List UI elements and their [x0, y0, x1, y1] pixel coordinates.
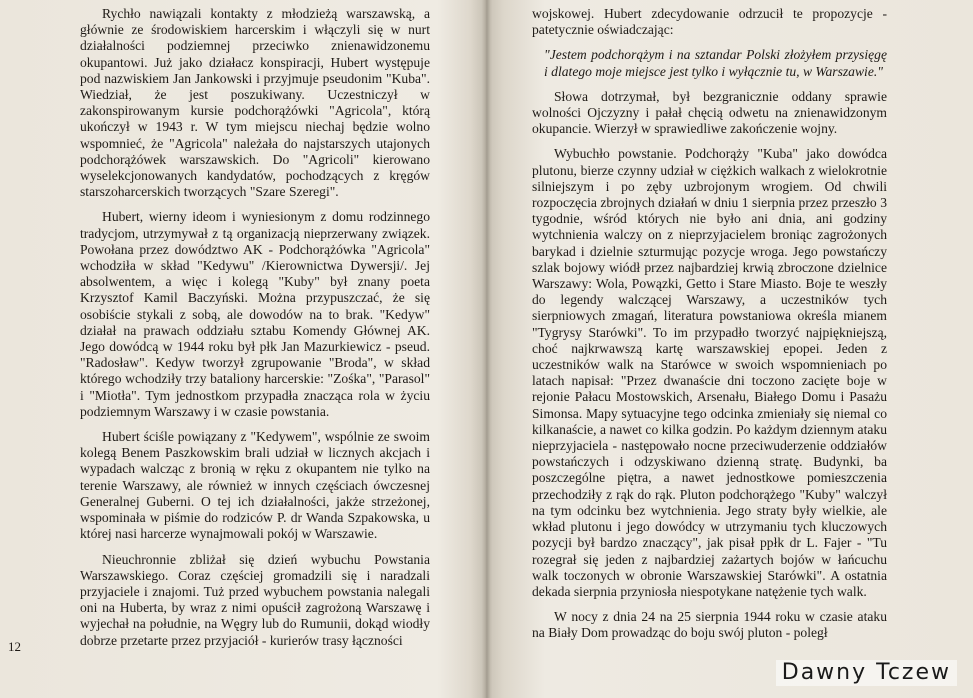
right-paragraph: Słowa dotrzymał, był bezgranicznie oddany sprawie wolności Ojczyzny i pałał chęcią odwetu na znienawidzonym okupancie. Wierzył w sprawiedliwe zakończenie wojny. — [532, 88, 887, 137]
left-paragraph: Hubert, wierny ideom i wyniesionym z domu rodzinnego tradycjom, utrzymywał z tą organizacją nieprzerwany związek. Powołana przez dowództwo AK - Podchorążówka "Agricola" wchodziła w skład "Kedywu" /Kierownictwa Dywersji/. Jej absolwentem, a więc i kolegą "Kuby" był znany poeta Krzysztof Kamil Baczyński. Można przypuszczać, że się osobiście stykali z sobą, ale dowodów na to brak. "Kedyw" działał na prawach oddziału sztabu Komendy Głównej AK. Jego dowódcą w 1944 roku był płk Jan Mazurkiewicz - pseud. "Radosław". Kedyw tworzył zgrupowanie "Broda", w skład którego wchodziły trzy bataliony harcerskie: "Zośka", "Parasol" i "Miotła". Tym jednostkom przypadła znacząca rola w życiu podziemnym Warszawy i w czasie powstania. — [80, 209, 430, 419]
left-page-text-column — [80, 6, 430, 658]
right-paragraph: W nocy z dnia 24 na 25 sierpnia 1944 roku w czasie ataku na Biały Dom prowadząc do boju swój pluton - poległ — [532, 609, 887, 641]
left-page — [0, 0, 486, 698]
right-page-text-column — [532, 6, 887, 651]
right-page — [487, 0, 973, 698]
left-paragraph: Rychło nawiązali kontakty z młodzieżą warszawską, a głównie ze środowiskiem harcerskim i włączyli się w nurt działalności podziemnej przeciwko znienawidzonemu okupantowi. Już jako działacz konspiracji, Hubert występuje pod nazwiskiem Jan Jankowski i przyjmuje pseudonim "Kuba". Wiedział, że jest poszukiwany. Uczestniczył w zakonspirowanym kursie podchorążówki "Agricola", którą ukończył w 1943 r. W tym miejscu niechaj będzie wolno wspomnieć, że "Agricola" należała do najstarszych utajonych podchorążówek warszawskich. Do "Agricoli" kierowano wyselekcjonowanych kandydatów, pochodzących z kręgów starszoharcerskich tworzących "Szare Szeregi". — [80, 6, 430, 200]
right-paragraph: Wybuchło powstanie. Podchorąży "Kuba" jako dowódca plutonu, bierze czynny udział w ciężkich walkach z wielokrotnie silniejszym i po zęby uzbrojonym wrogiem. Od chwili rozpoczęcia zbrojnych działań w dniu 1 sierpnia przez przeszło 3 tygodnie, wśród których nie było ani dnia, ani godziny wytchnienia walczy on z nieprzyjacielem broniąc zagrożonych barykad i dzielnie szturmując pozycje wroga. Jego powstańczy szlak bojowy wiódł przez najbardziej krwią zbroczone dzielnice Warszawy: Wola, Powązki, Getto i Stare Miasto. Boje te weszły do legendy walczącej Warszawy, a uczestników tych sierpniowych zmagań, literatura powstaniowa określa mianem "Tygrysy Starówki". To im przypadło tworzyć najpiękniejszą, choć najkrwawszą kartę warszawskiej epopei. Jeden z uczestników walk na Starówce w swoich wspomnieniach po latach napisał: "Przez dwanaście dni toczono zacięte boje w rejonie Pałacu Mostowskich, Arsenału, Białego Domu i Pasażu Simonsa. Mapy sytuacyjne tego odcinka zmieniały się niemal co kilkanaście, a nawet co kilka godzin. Po każdym dziennym ataku nieprzyjaciela - następowało nocne przeciwuderzenie oddziałów powstańczych i odzyskiwano dzienną stratę. Budynki, ba poszczególne piętra, a nawet jednostkowe pomieszczenia przechodziły z rąk do rąk. Pluton podchorążego "Kuby" walczył na tym odcinku bez wytchnienia. Jego straty były wielkie, ale wkład plutonu i jego dowódcy w utrzymaniu tych kluczowych pozycji był bardzo znaczący", jak pisał ppłk dr L. Fajer - "Tu rozegrał się jeden z najbardziej zażartych bojów w łańcuchu walk toczonych w obronie Warszawskiej Starówki". A ostatnia dekada sierpnia przyniosła niespotykane natężenie tych walk. — [532, 146, 887, 599]
quotation: "Jestem podchorążym i na sztandar Polski złożyłem przysięgę i dlatego moje miejsce jest tylko i wyłącznie tu, w Warszawie." — [544, 47, 887, 79]
right-paragraph-continuation: wojskowej. Hubert zdecydowanie odrzucił te propozycje - patetycznie oświadczając: — [532, 6, 887, 38]
watermark-logo: Dawny Tczew — [776, 660, 957, 686]
page-number: 12 — [8, 639, 21, 654]
left-paragraph: Nieuchronnie zbliżał się dzień wybuchu Powstania Warszawskiego. Coraz częściej gromadzili się i naradzali przyjaciele i znajomi. Tuż przed wybuchem powstania nalegali oni na Huberta, by wraz z nimi opuścił zagrożoną Warszawę i wyjechał na południe, na Węgry lub do Rumunii, dokąd wiodły dobrze przetarte przez przyjaciół - kurierów trasy łączności — [80, 551, 430, 648]
left-paragraph: Hubert ściśle powiązany z "Kedywem", wspólnie ze swoim kolegą Benem Paszkowskim brali udział w licznych akcjach i wypadach walcząc z bronią w ręku z okupantem nie tylko na terenie Warszawy, ale również w innych częściach ówczesnej Generalnej Guberni. O tej ich działalności, jakże strzeżonej, wspominała w piśmie do rodziców P. dr Wanda Szpakowska, u której nasi harcerze wynajmowali pokój w Warszawie. — [80, 429, 430, 542]
